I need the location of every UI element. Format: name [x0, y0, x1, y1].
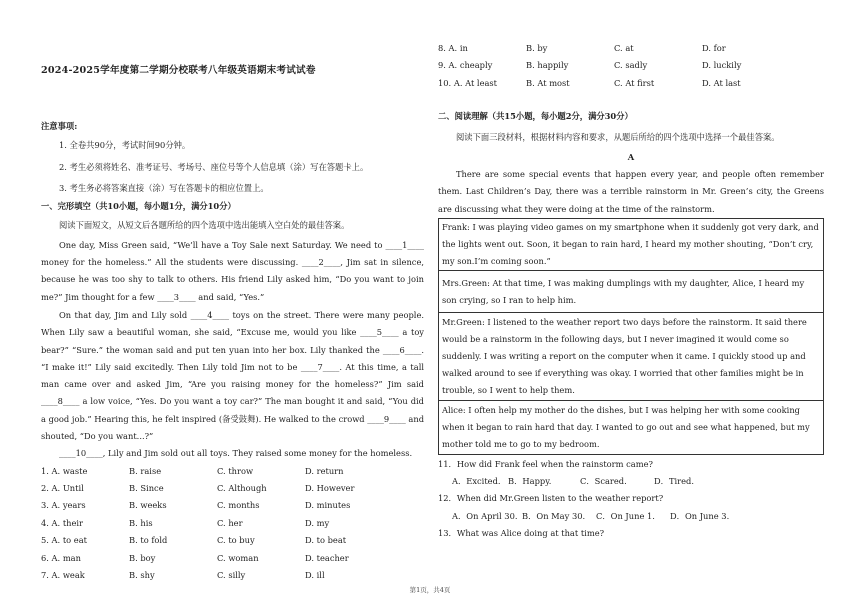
option: B. At most — [526, 77, 570, 88]
note-item: 3. 考生务必将答案直接（涂）写在答题卡的相应位置上。 — [59, 182, 269, 193]
question — [438, 490, 824, 525]
option: 6. A. man — [41, 552, 81, 563]
option-row — [41, 567, 424, 584]
answer-option: A．Excited. — [452, 476, 501, 487]
notes-heading: 注意事项: — [41, 121, 78, 131]
option: 7. A. weak — [41, 569, 85, 580]
passage-intro: There are some special events that happen every year, and people often remember them. Last Children’s Day, there was a terrible rainstorm in Mr. Green’s city, the Greens are discussing what they were doing at the time of the rainstorm. — [438, 169, 824, 214]
dialogue-boxes — [438, 218, 824, 455]
option: C. woman — [217, 552, 259, 563]
option: D. luckily — [702, 60, 742, 71]
option: D. return — [305, 465, 344, 476]
option: B. shy — [129, 569, 155, 580]
option: D. my — [305, 517, 330, 528]
option: C. her — [217, 517, 243, 528]
section1-heading: 一、完形填空（共10小题，每小题1分，满分10分） — [41, 201, 236, 212]
answer-option: C．On June 1. — [596, 510, 655, 521]
option: 4. A. their — [41, 517, 84, 528]
question — [438, 525, 824, 542]
option: 9. A. cheaply — [438, 60, 493, 71]
question-text: 12．When did Mr.Green listen to the weather report? — [438, 493, 664, 504]
option: C. Although — [217, 483, 267, 494]
option: D. for — [702, 43, 726, 53]
option: 2. A. Until — [41, 483, 84, 494]
note-item: 2. 考生必须将姓名、准考证号、考场号、座位号等个人信息填（涂）写在答题卡上。 — [59, 161, 369, 172]
cloze-paragraph: On that day, Jim and Lily sold ____4____ toys on the street. There were many people. When Lily saw a beautiful woman, she said, “Excuse me, would you like ____5____ a toy bear?” “Sure.” the woman said and put ten yuan into her box. Lily thanked the ____6____. “I make it!” Lily said excitedly. Then Lily told Jim not to be ____7____. At this time, a tall man came over and asked Jim, “Are you raising money for the homeless?” Jim said ____8____ a low voice, “Yes. Do you want a toy car?” The man bought it and said, “You did a good job.” Hearing this, he felt inspired (备受鼓舞). He walked to the crowd ____9____ and shouted, “Do you want...?” — [41, 309, 424, 442]
option-row — [438, 40, 824, 57]
option: B. Since — [129, 483, 164, 494]
option: B. happily — [526, 60, 569, 71]
option: D. ill — [305, 569, 325, 580]
option: C. months — [217, 500, 260, 511]
answer-option: D．On June 3. — [670, 510, 730, 521]
option-row — [41, 550, 424, 567]
option: C. at — [614, 43, 634, 53]
question — [438, 456, 824, 491]
option-row — [41, 480, 424, 497]
option: 10. A. At least — [438, 77, 498, 88]
option: 5. A. to eat — [41, 535, 87, 546]
option: B. to fold — [129, 535, 168, 546]
option-row — [438, 75, 824, 92]
section2-instruction: 阅读下面三段材料，根据材料内容和要求，从题后所给的四个选项中选择一个最佳答案。 — [456, 132, 780, 143]
question-text: 11．How did Frank feel when the rainstorm came? — [438, 458, 653, 469]
answer-options — [438, 508, 824, 525]
right-column — [438, 0, 824, 542]
option: D. minutes — [305, 500, 351, 511]
option: B. his — [129, 517, 153, 528]
cloze-paragraph: One day, Miss Green said, “We’ll have a Toy Sale next Saturday. We need to ____1____ money for the homeless.” All the students were discussing. ____2____, Jim sat in silence, because he was too shy to talk to others. His friend Lily asked him, “Do you want to join me?” Jim thought for a few ____3____ and said, “Yes.” — [41, 239, 424, 302]
left-column — [41, 0, 424, 584]
option: C. sadly — [614, 60, 648, 71]
answer-option: B．On May 30. — [522, 510, 586, 521]
option: C. silly — [217, 569, 246, 580]
option: B. raise — [129, 465, 162, 476]
option-row — [438, 57, 824, 74]
option: D. At last — [702, 77, 741, 88]
option: D. teacher — [305, 552, 349, 563]
note-item: 1. 全卷共90分，考试时间90分钟。 — [59, 140, 191, 151]
page-footer: 第1页，共4页 — [409, 586, 451, 594]
option-row — [41, 497, 424, 514]
section2-heading: 二、阅读理解（共15小题，每小题2分，满分30分） — [438, 111, 633, 122]
option: D. to beat — [305, 535, 347, 546]
dialogue-box-mrs-green: Mrs.Green: At that time, I was making dumplings with my daughter, Alice, I heard my son crying, so I ran to help him. — [439, 271, 823, 314]
dialogue-box-alice: Alice: I often help my mother do the dishes, but I was helping her with some cooking when it began to rain hard that day. I wanted to go out and see what happened, but my mother told me to go to my bedroom. — [442, 405, 810, 449]
option: D. However — [305, 483, 355, 494]
answer-option: C．Scared. — [580, 476, 627, 487]
answer-options — [438, 473, 824, 490]
option: C. throw — [217, 465, 254, 476]
exam-title: 2024-2025学年度第二学期分校联考八年级英语期末考试试卷 — [41, 65, 316, 76]
answer-option: A．On April 30. — [452, 510, 518, 521]
cloze-paragraph: ____10____, Lily and Jim sold out all toys. They raised some money for the homeless. — [59, 448, 413, 459]
option: C. At first — [614, 77, 655, 88]
option-row — [41, 532, 424, 549]
option: 8. A. in — [438, 43, 468, 53]
option-row — [41, 463, 424, 480]
option: C. to buy — [217, 535, 255, 546]
passage-label: A — [627, 151, 635, 162]
dialogue-box-mr-green: Mr.Green: I listened to the weather report two days before the rainstorm. It said there would be a rainstorm in the following days, but I never imagined it would come so suddenly. I was writing a report on the computer when it came. I quickly stood up and walked around to see if everything was okay. I worried that other families might be in trouble, so I went to help them. — [439, 313, 823, 401]
option: 1. A. waste — [41, 465, 88, 476]
dialogue-box-frank: Frank: I was playing video games on my smartphone when it suddenly got very dark, and the lights went out. Soon, it began to rain hard, I heard my mother shouting, “Don’t cry, my son.I’m coming soon.” — [439, 219, 823, 271]
section1-instruction: 阅读下面短文，从短文后各题所给的四个选项中选出能填入空白处的最佳答案。 — [59, 220, 350, 231]
question-text: 13．What was Alice doing at that time? — [438, 527, 605, 538]
option: 3. A. years — [41, 500, 86, 511]
option: B. by — [526, 43, 548, 53]
options-list — [41, 463, 424, 585]
answer-option: D．Tired. — [654, 476, 694, 487]
option: B. weeks — [129, 500, 167, 511]
option-row — [41, 515, 424, 532]
answer-option: B．Happy. — [508, 476, 552, 487]
option: B. boy — [129, 552, 156, 563]
